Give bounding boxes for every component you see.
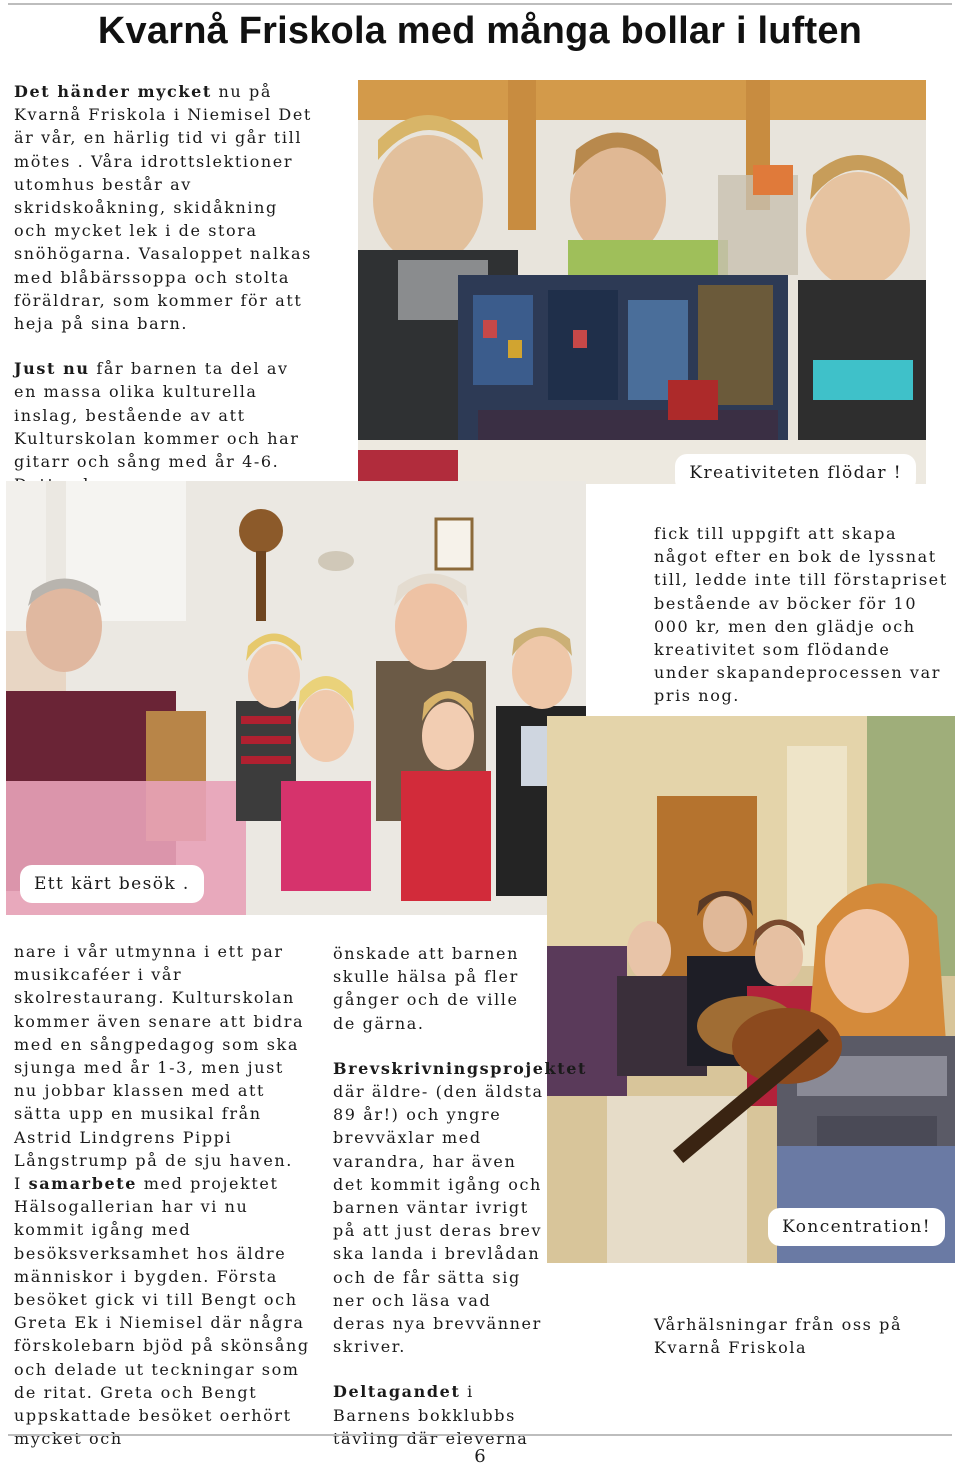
deltagandet-text: i Barnens bokklubbs tävling där eleverna (333, 1382, 529, 1448)
guitar-class-image (547, 716, 955, 1263)
bottom-mid-paragraph-2 (333, 1057, 587, 1359)
top-rule (8, 3, 952, 5)
right-text (654, 522, 950, 708)
bottom-rule (8, 1434, 952, 1436)
photo-kreativiteten (358, 80, 926, 484)
bottom-mid-paragraph-3 (333, 1380, 545, 1450)
lead-just-nu: Just nu (14, 359, 90, 379)
intro-text-2: får barnen ta del av en massa olika kulturella inslag, bestående av att Kulturskolan kommer och har gitarr och sång med år 4-6. (14, 359, 300, 472)
lead-samarbete: samarbete (28, 1174, 138, 1194)
prefix-i: I (14, 1174, 29, 1194)
bottom-left-paragraph-1: nare i vår utmynna i ett par musikcaféer i vår skolrestaurang. Kulturskolan kommer även senare att bidra med en sångpedagog som ska sjunga med år 1-3, men just nu jobbar klassen med att sätta upp en musikal från Astrid Lindgrens Pippi Långstrump på de sju haven. (14, 942, 305, 1170)
bottom-left-paragraph-2 (14, 1172, 314, 1450)
intro-paragraph-1 (14, 80, 314, 335)
photo-koncentration (547, 716, 955, 1263)
bottom-middle-column (333, 942, 587, 1450)
elderly-visit-image (6, 481, 586, 915)
greeting-text: Vårhälsningar från oss på Kvarnå Friskola (654, 1315, 903, 1357)
caption-koncentration: Koncentration! (768, 1208, 945, 1246)
children-craft-image (358, 80, 926, 484)
bottom-mid-paragraph-1: önskade att barnen skulle hälsa på fler gånger och de ville de gärna. (333, 944, 519, 1033)
right-paragraph: fick till uppgift att skapa något efter en bok de lyssnat till, ledde inte till förstapriset bestående av böcker för 10 000 kr, men den glädje och kreativitet som flödande under skapandeprocessen var pris nog. (654, 524, 948, 706)
page-number: 6 (474, 1446, 486, 1467)
intro-paragraph-2 (14, 357, 314, 496)
samarbete-text: med projektet Hälsogallerian har vi nu kommit igång med besöksverksamhet hos äldre människor i bygden. Första besöket gick vi till Bengt och Greta Ek i Niemisel där några förskolebarn bjöd på skönsång och delade ut teckningar som de ritat. Greta och Bengt uppskattade besöket oerhört mycket och (14, 1174, 310, 1449)
bottom-left-column (14, 940, 314, 1450)
page-title: Kvarnå Friskola med många bollar i luften (97, 10, 863, 52)
lead-deltagandet: Deltagandet (333, 1382, 461, 1402)
intro-column (14, 80, 314, 496)
lead-det-hander: Det händer mycket (14, 82, 212, 101)
caption-ett-kart-besok: Ett kärt besök . (20, 865, 204, 903)
photo-ett-kart-besok (6, 481, 586, 915)
caption-kreativiteten: Kreativiteten flödar ! (675, 454, 916, 484)
brev-text: där äldre- (den äldsta 89 år!) och yngre brevväxlar med varandra, har även det kommit igång och barnen väntar ivrigt på att just deras brev ska landa i brevlådan och de får sätta sig ner och läsa vad deras nya brevvänner skriver. (333, 1082, 544, 1357)
intro-text-1: nu på Kvarnå Friskola i Niemisel Det är vår, en härlig tid vi går till mötes . Våra idrottslektioner utomhus består av skridskoåkning, skidåkning och mycket lek i de stora snöhögarna. Vasaloppet nalkas med blåbärssoppa och stolta föräldrar, som kommer för att heja på sina barn. (14, 82, 312, 334)
greeting (654, 1313, 944, 1359)
lead-brevskrivningsprojektet: Brevskrivningsprojektet (333, 1058, 587, 1078)
